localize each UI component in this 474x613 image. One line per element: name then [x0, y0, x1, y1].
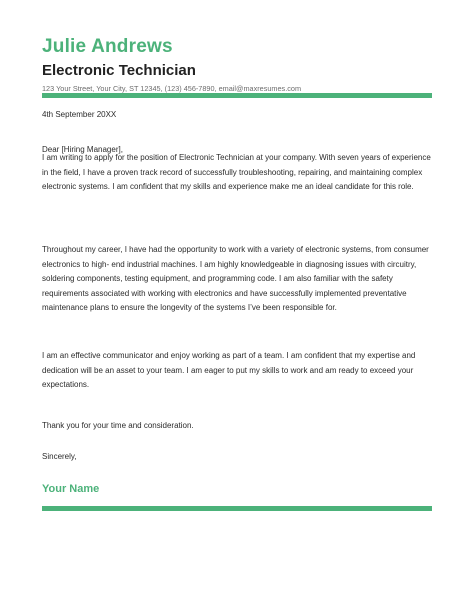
paragraph-text: Throughout my career, I have had the opportunity to work with a variety of electronic systems, from consumer electronics to high- end industrial machines. I am highly knowledgeable in diagnosing issues with circuitry, soldering components, testing equipment, and programming code. I am also familiar with the safety requirements associated with working with electronics and have successfully implemented preventative maintenance plans to ensure the longevity of the systems I’ve been responsible for. [42, 245, 429, 313]
paragraph-text: I am an effective communicator and enjoy working as part of a team. I am confident that my expertise and dedication will be an asset to your team. I am eager to put my skills to work and am ready to exceed your expectations. [42, 351, 416, 390]
job-title: Electronic Technician [42, 62, 196, 79]
closing: Sincerely, [42, 452, 77, 461]
signature-name: Your Name [42, 483, 100, 495]
letter-paragraph [42, 349, 434, 393]
paragraph-text: I am writing to apply for the position of Electronic Technician at your company. With seven years of experience in the field, I have a proven track record of successfully troubleshooting, repairing, and maintaining complex electronic systems. I am confident that my skills and experience make me an ideal candidate for this role. [42, 153, 431, 192]
letter-paragraph [42, 243, 434, 316]
paragraph-text: Thank you for your time and consideration. [42, 421, 194, 430]
applicant-name: Julie Andrews [42, 36, 173, 57]
letter-paragraph [42, 151, 434, 195]
letter-date: 4th September 20XX [42, 110, 117, 119]
footer-divider [42, 506, 432, 511]
salutation: Dear [Hiring Manager], [42, 145, 123, 154]
header-divider [42, 93, 432, 98]
letter-paragraph [42, 419, 434, 434]
contact-line: 123 Your Street, Your City, ST 12345, (123) 456-7890, email@maxresumes.com [42, 84, 302, 93]
